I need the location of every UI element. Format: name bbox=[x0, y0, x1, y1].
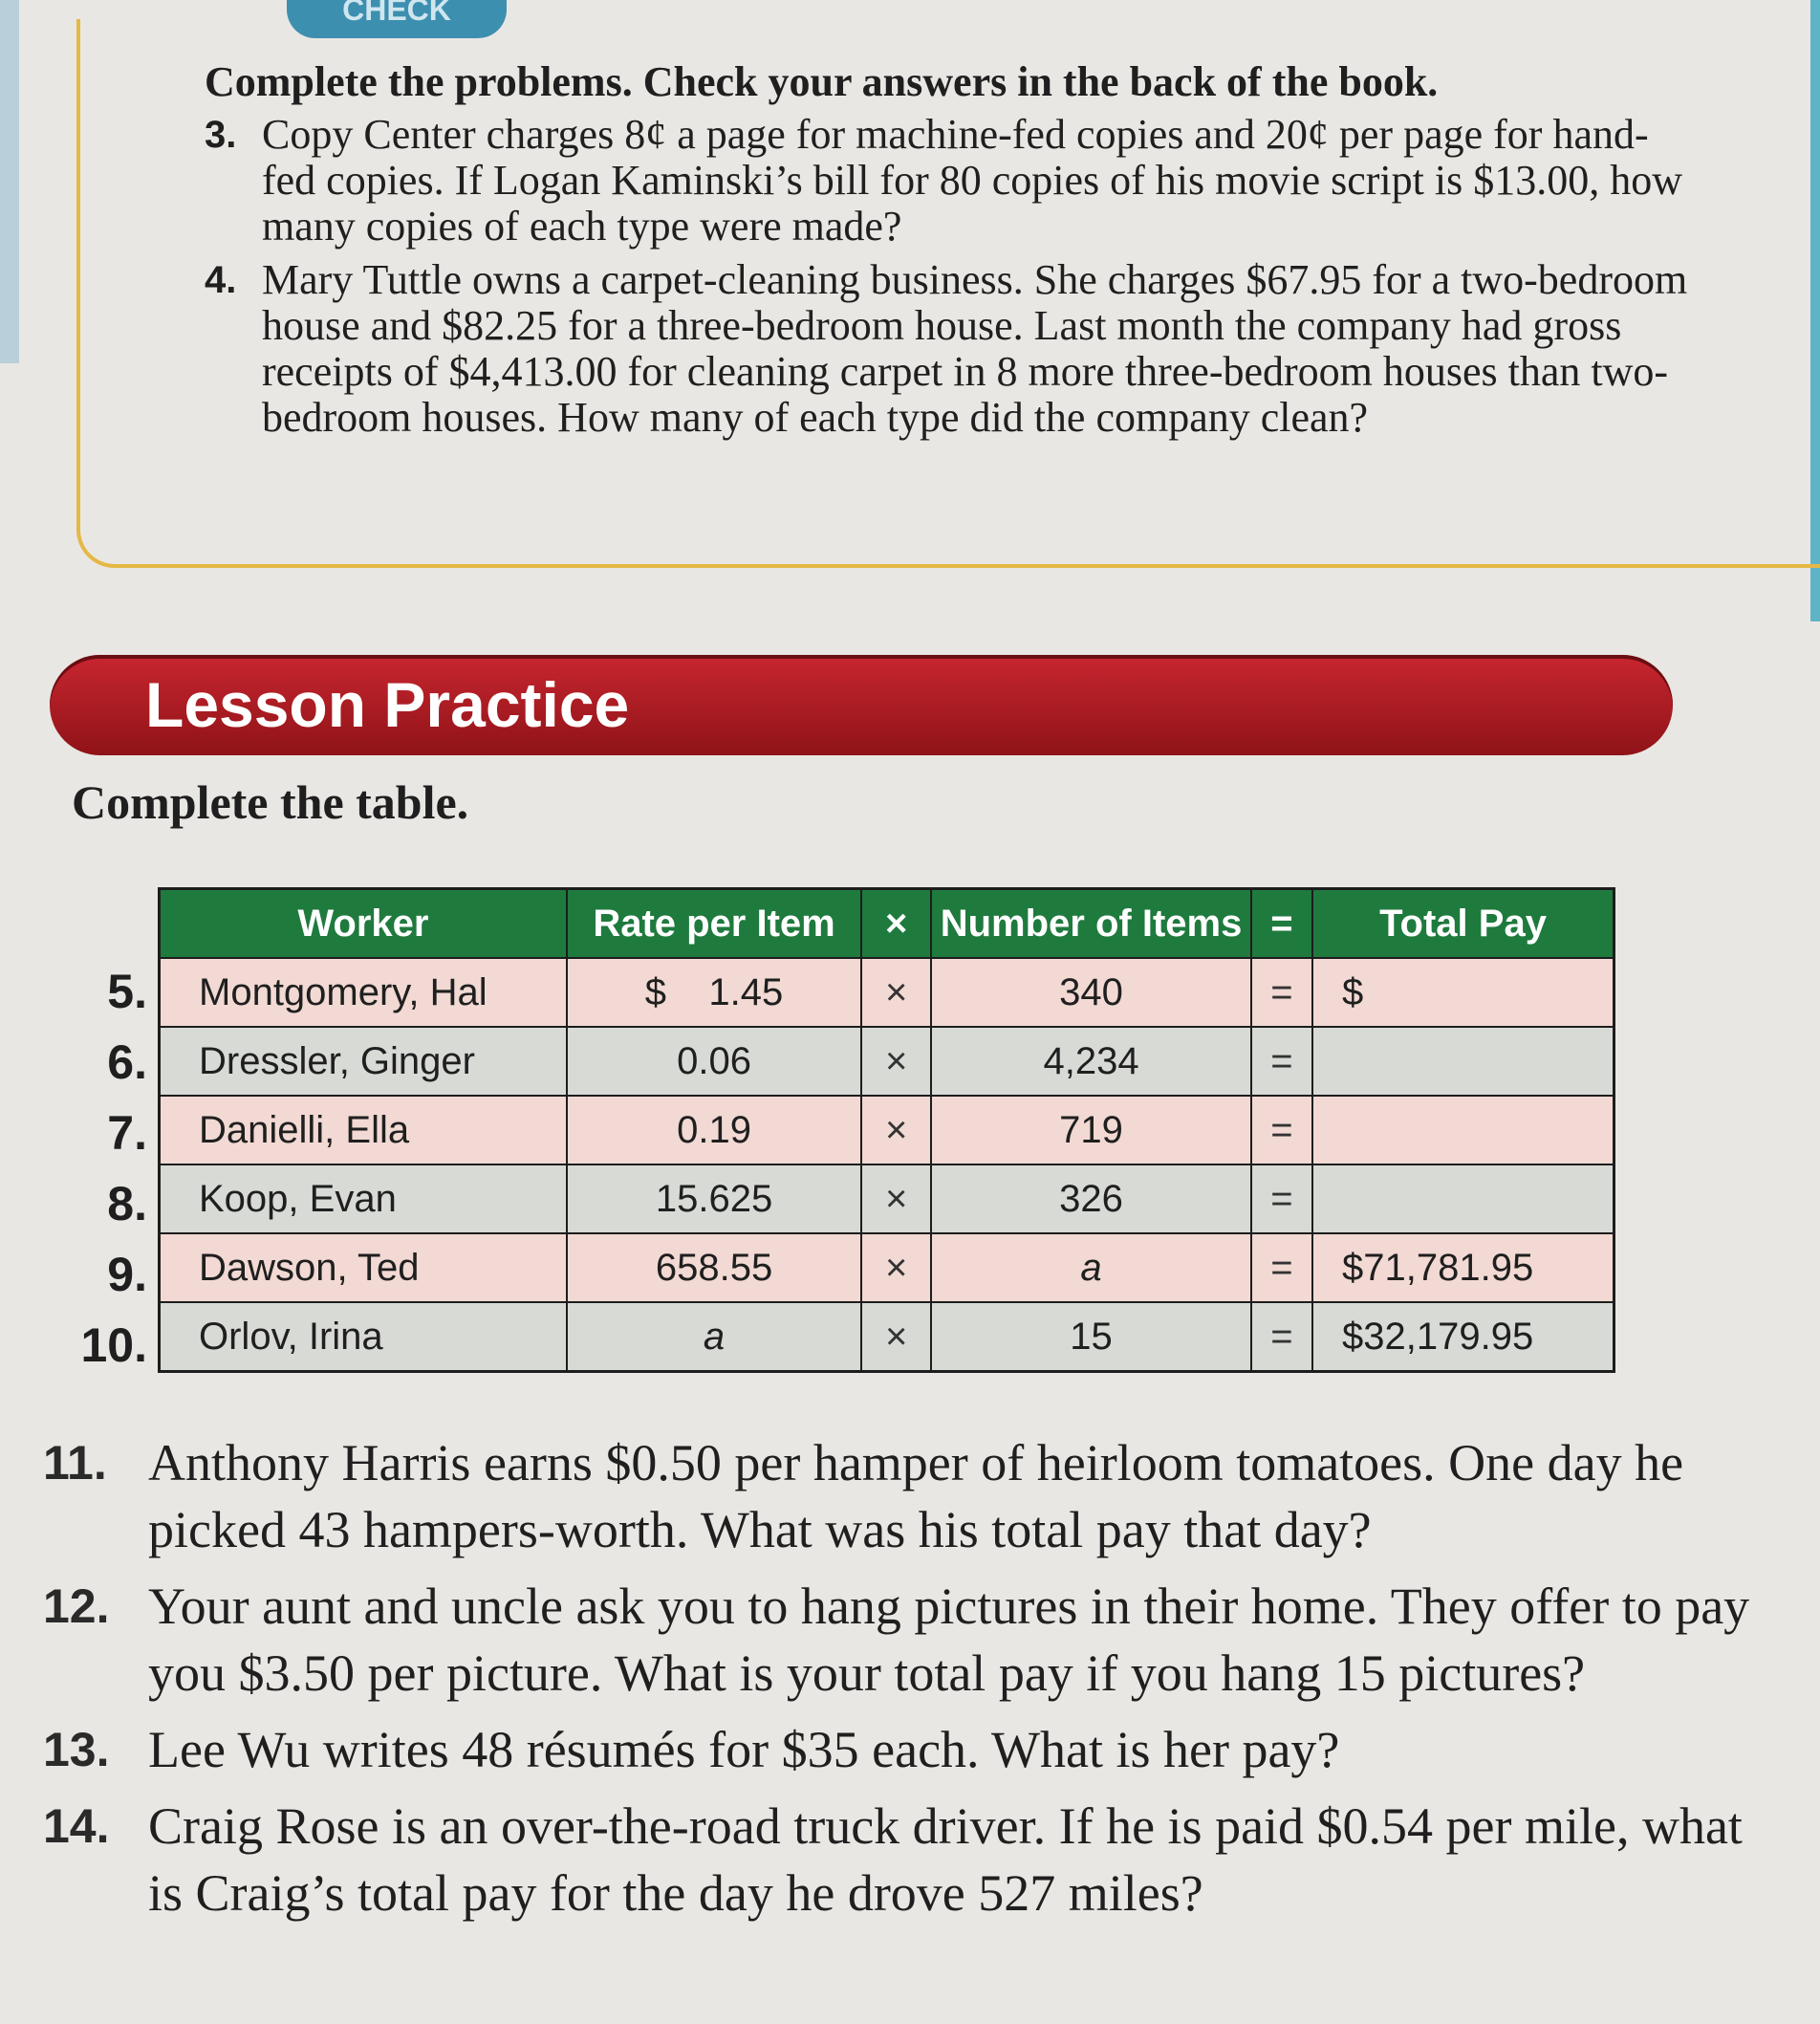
cell-rate: $ 1.45 bbox=[567, 958, 861, 1027]
problem-number: 3. bbox=[205, 114, 237, 156]
problem-text: Mary Tuttle owns a carpet-cleaning business. She charges $67.95 for a two-bedroom house and $82.25 for a three-bedroom house. Last month the company had gross receipts of $4,413.00 for cleaning carpet in 8 more three-bedroom houses than two-bedroom houses. How many of each type did the company clean? bbox=[262, 256, 1688, 441]
problem-number: 4. bbox=[205, 259, 237, 301]
concept-check-content bbox=[205, 57, 1696, 448]
problem-text: Craig Rose is an over-the-road truck driver. If he is paid $0.54 per mile, what is Craig’s total pay for the day he drove 527 miles? bbox=[148, 1797, 1743, 1922]
cell-items: 719 bbox=[931, 1096, 1251, 1164]
table-row bbox=[160, 1164, 1614, 1233]
concept-check-title: Complete the problems. Check your answers in the back of the book. bbox=[205, 58, 1439, 105]
header-total-pay: Total Pay bbox=[1312, 889, 1614, 959]
table-row-numbers bbox=[57, 956, 153, 1381]
table-row bbox=[160, 1096, 1614, 1164]
cell-equals: = bbox=[1251, 1164, 1312, 1233]
cell-times: × bbox=[861, 1233, 931, 1302]
header-times: × bbox=[861, 889, 931, 959]
concept-check-tab: CHECK bbox=[287, 0, 507, 38]
table-row bbox=[160, 958, 1614, 1027]
cell-total bbox=[1312, 1164, 1614, 1233]
problem-number: 13. bbox=[43, 1723, 110, 1776]
word-problem bbox=[43, 1573, 1783, 1707]
cell-total bbox=[1312, 1096, 1614, 1164]
cell-times: × bbox=[861, 1302, 931, 1372]
problem-number: 12. bbox=[43, 1579, 110, 1633]
row-number: 7. bbox=[107, 1106, 147, 1160]
cell-equals: = bbox=[1251, 1027, 1312, 1096]
cell-items: 15 bbox=[931, 1302, 1251, 1372]
table-header-row bbox=[160, 889, 1614, 959]
cell-worker: Montgomery, Hal bbox=[160, 958, 567, 1027]
cell-worker: Dressler, Ginger bbox=[160, 1027, 567, 1096]
cell-total: $ bbox=[1312, 958, 1614, 1027]
cell-rate: 0.19 bbox=[567, 1096, 861, 1164]
problem-text: Lee Wu writes 48 résumés for $35 each. What is her pay? bbox=[148, 1721, 1340, 1778]
cell-total: $71,781.95 bbox=[1312, 1233, 1614, 1302]
cell-worker: Orlov, Irina bbox=[160, 1302, 567, 1372]
cell-items: 326 bbox=[931, 1164, 1251, 1233]
table-instruction: Complete the table. bbox=[72, 775, 469, 829]
header-rate: Rate per Item bbox=[567, 889, 861, 959]
concept-check-box bbox=[76, 19, 1820, 568]
lesson-practice-banner bbox=[50, 655, 1673, 755]
word-problem bbox=[43, 1716, 1783, 1783]
cell-times: × bbox=[861, 958, 931, 1027]
problem-text: Anthony Harris earns $0.50 per hamper of heirloom tomatoes. One day he picked 43 hampers-worth. What was his total pay that day? bbox=[148, 1434, 1684, 1558]
row-number: 6. bbox=[107, 1035, 147, 1089]
problem-text: Copy Center charges 8¢ a page for machine-fed copies and 20¢ per page for hand-fed copies. If Logan Kaminski’s bill for 80 copies of his movie script is $13.00, how many copies of each type were made? bbox=[262, 111, 1682, 250]
cell-equals: = bbox=[1251, 1302, 1312, 1372]
word-problems bbox=[43, 1429, 1783, 1936]
cell-items: a bbox=[931, 1233, 1251, 1302]
table-row bbox=[160, 1027, 1614, 1096]
cell-rate: 0.06 bbox=[567, 1027, 861, 1096]
row-number: 5. bbox=[107, 965, 147, 1018]
problem-text: Your aunt and uncle ask you to hang pictures in their home. They offer to pay you $3.50 per picture. What is your total pay if you hang 15 pictures? bbox=[148, 1578, 1750, 1702]
header-worker: Worker bbox=[160, 889, 567, 959]
cell-worker: Danielli, Ella bbox=[160, 1096, 567, 1164]
header-equals: = bbox=[1251, 889, 1312, 959]
cell-items: 4,234 bbox=[931, 1027, 1251, 1096]
problem-number: 14. bbox=[43, 1799, 110, 1853]
cell-rate: 658.55 bbox=[567, 1233, 861, 1302]
header-number-of-items: Number of Items bbox=[931, 889, 1251, 959]
cell-times: × bbox=[861, 1096, 931, 1164]
concept-problem bbox=[205, 257, 1696, 441]
row-number: 10. bbox=[80, 1318, 147, 1372]
cell-times: × bbox=[861, 1027, 931, 1096]
row-number: 8. bbox=[107, 1177, 147, 1230]
cell-items: 340 bbox=[931, 958, 1251, 1027]
cell-equals: = bbox=[1251, 958, 1312, 1027]
cell-rate: a bbox=[567, 1302, 861, 1372]
cell-equals: = bbox=[1251, 1096, 1312, 1164]
table-row bbox=[160, 1302, 1614, 1372]
word-problem bbox=[43, 1793, 1783, 1926]
table-row bbox=[160, 1233, 1614, 1302]
cell-worker: Koop, Evan bbox=[160, 1164, 567, 1233]
cell-total: $32,179.95 bbox=[1312, 1302, 1614, 1372]
row-number: 9. bbox=[107, 1248, 147, 1301]
cell-total bbox=[1312, 1027, 1614, 1096]
word-problem bbox=[43, 1429, 1783, 1563]
page-left-edge bbox=[0, 0, 19, 363]
cell-equals: = bbox=[1251, 1233, 1312, 1302]
cell-times: × bbox=[861, 1164, 931, 1233]
cell-rate: 15.625 bbox=[567, 1164, 861, 1233]
concept-problem bbox=[205, 112, 1696, 250]
pay-table bbox=[158, 887, 1615, 1373]
cell-worker: Dawson, Ted bbox=[160, 1233, 567, 1302]
problem-number: 11. bbox=[43, 1436, 107, 1490]
lesson-practice-title: Lesson Practice bbox=[145, 669, 630, 740]
